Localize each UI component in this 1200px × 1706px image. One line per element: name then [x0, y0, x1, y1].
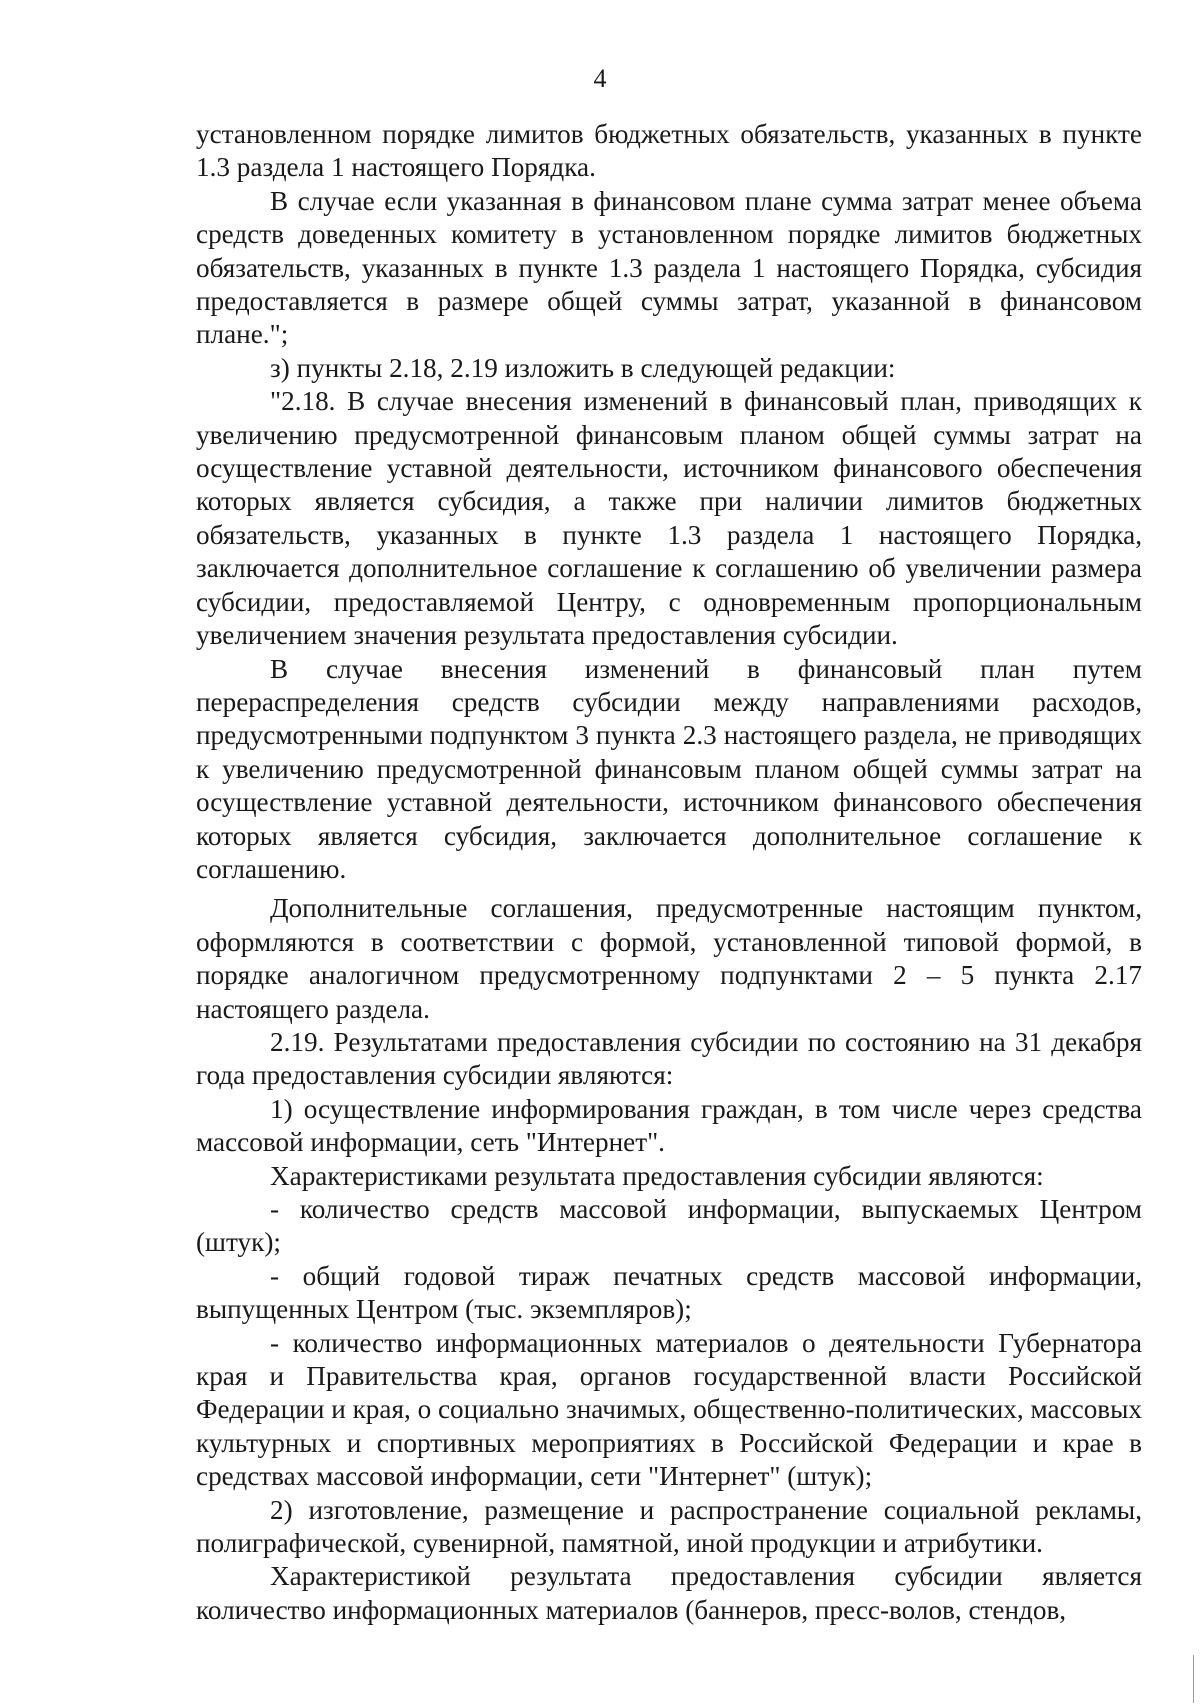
list-item-characteristic-media-count: - количество средств массовой информации, выпускаемых Центром (штук); — [196, 1194, 1142, 1258]
list-item-characteristic-circulation: - общий годовой тираж печатных средств массовой информации, выпущенных Центром (тыс. экземпляров); — [196, 1260, 1142, 1325]
list-item-result-1: 1) осуществление информирования граждан, в том числе через средства массовой информации, сеть "Интернет". — [196, 1093, 1142, 1158]
paragraph-additional-agreements: Дополнительные соглашения, предусмотренные настоящим пунктом, оформляются в соответствии с формой, установленной типовой формой, в порядке аналогичном предусмотренному подпунктами 2 – 5 пункта 2.17 настоящего раздела. — [196, 893, 1142, 1024]
page-number: 4 — [593, 64, 607, 93]
document-body — [196, 118, 1142, 1627]
paragraph-result-characteristics: Характеристиками результата предоставления субсидии являются: — [270, 1160, 1044, 1191]
paragraph-redistribution-case: В случае внесения изменений в финансовый план путем перераспределения средств субсидии между направлениями расходов, предусмотренными подпунктом 3 пункта 2.3 настоящего раздела, не приводящих к увеличению предусмотренной финансовым планом общей суммы затрат на осуществление уставной деятельности, источником финансового обеспечения которых является субсидия, заключается дополнительное соглашение к соглашению. — [196, 653, 1142, 884]
paragraph-continuation: установленном порядке лимитов бюджетных обязательств, указанных в пункте 1.3 раздела 1 настоящего Порядка. — [196, 119, 1142, 183]
paragraph-budget-limit-case: В случае если указанная в финансовом плане сумма затрат менее объема средств доведенных комитету в установленном порядке лимитов бюджетных обязательств, указанных в пункте 1.3 раздела 1 настоящего Порядка, субсидия предоставляется в размере общей суммы затрат, указанной в финансовом плане."; — [196, 185, 1142, 350]
paragraph-clause-2-18: "2.18. В случае внесения изменений в финансовый план, приводящих к увеличению предусмотренной финансовым планом общей суммы затрат на осуществление уставной деятельности, источником финансового обеспечения которых является субсидия, а также при наличии лимитов бюджетных обязательств, указанных в пункте 1.3 раздела 1 настоящего Порядка, заключается дополнительное соглашение к соглашению об увеличении размера субсидии, предоставляемой Центру, с одновременным пропорциональным увеличением значения результата предоставления субсидии. — [196, 386, 1142, 651]
scan-edge-mark — [1193, 1655, 1194, 1703]
list-item-characteristic-materials: - количество информационных материалов о деятельности Губернатора края и Правительства края, органов государственной власти Российской Федерации и края, о социально значимых, общественно-политических, массовых культурных и спортивных мероприятиях в Российской Федерации и крае в средствах массовой информации, сети "Интернет" (штук); — [196, 1327, 1142, 1492]
paragraph-clause-2-19: 2.19. Результатами предоставления субсидии по состоянию на 31 декабря года предоставления субсидии являются: — [196, 1026, 1142, 1091]
paragraph-amendment-intro: з) пункты 2.18, 2.19 изложить в следующей редакции: — [270, 352, 896, 383]
list-item-result-2: 2) изготовление, размещение и распространение социальной рекламы, полиграфической, сувенирной, памятной, иной продукции и атрибутики. — [196, 1494, 1142, 1559]
paragraph-result-2-characteristic: Характеристикой результата предоставления субсидии является количество информационных материалов (баннеров, пресс-волов, стендов, — [196, 1561, 1142, 1625]
